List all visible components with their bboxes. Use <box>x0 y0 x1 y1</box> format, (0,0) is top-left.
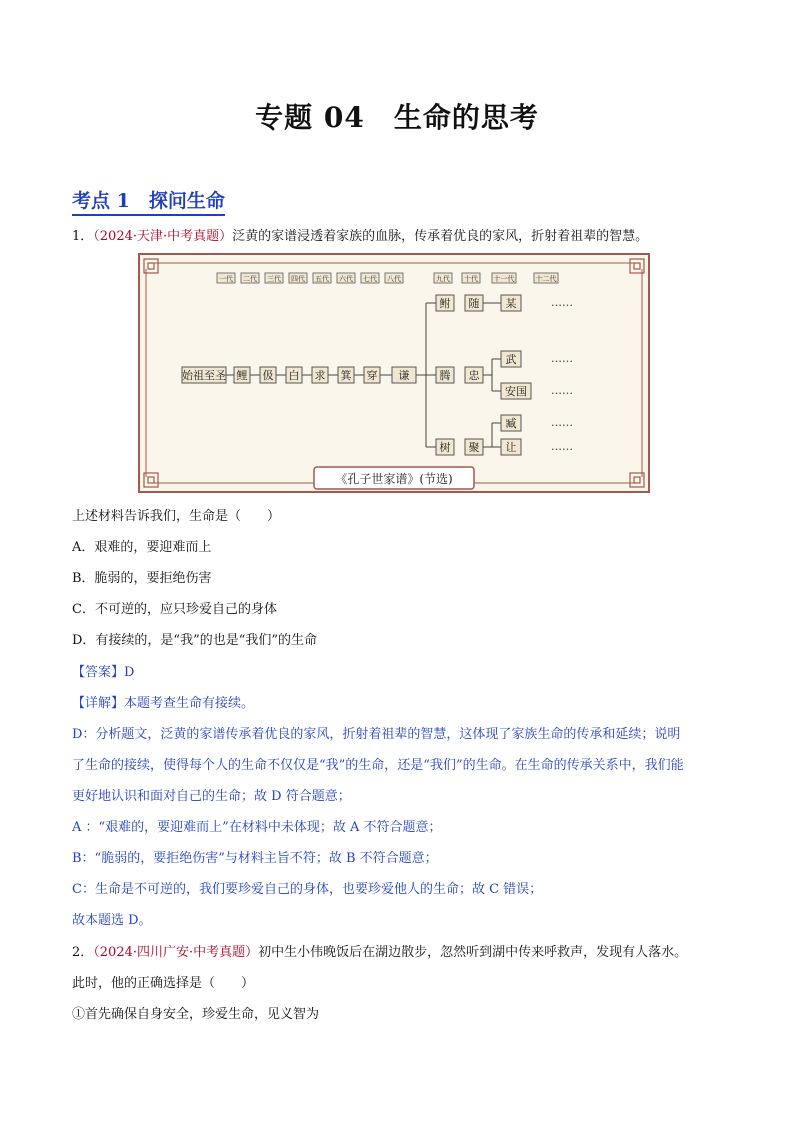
gen11-name-5: 让 <box>505 441 517 454</box>
gen10-name-2: 忠 <box>468 369 480 382</box>
gen9-name-1: 鲋 <box>439 297 451 310</box>
generation-label-2: 二代 <box>243 275 257 283</box>
question-1-prompt: 上述材料告诉我们，生命是（ ） <box>72 509 281 524</box>
generation-label-4: 四代 <box>291 275 305 283</box>
chain-name-4: 求 <box>314 369 326 382</box>
gen10-name-1: 随 <box>468 297 480 310</box>
chain-name-5: 箕 <box>340 369 352 382</box>
generation-label-12: 十二代 <box>535 275 557 283</box>
generation-label-11: 十一代 <box>493 275 515 283</box>
question-number: 2． <box>72 945 94 960</box>
chain-name-7: 谦 <box>398 369 410 382</box>
section-heading: 考点 1 探问生命 <box>72 186 225 216</box>
generation-label-9: 九代 <box>436 275 450 283</box>
gen11-name-1: 某 <box>505 297 517 310</box>
question-source: （2024·天津·中考真题） <box>93 229 233 244</box>
ellipsis-2: …… <box>551 352 573 365</box>
question-text: 泛黄的家谱浸透着家族的血脉，传承着优良的家风，折射着祖辈的智慧。 <box>232 229 649 244</box>
ellipsis-5: …… <box>551 440 573 453</box>
generation-label-1: 一代 <box>219 275 233 283</box>
gen9-name-3: 树 <box>439 441 451 454</box>
analysis-line-5: B：“脆弱的，要拒绝伤害”与材料主旨不符；故 B 不符合题意； <box>72 851 438 866</box>
analysis-line-2: 了生命的接续，使得每个人的生命不仅仅是“我”的生命，还是“我们”的生命。在生命的传承关系中，我们能 <box>72 758 684 773</box>
family-tree-figure <box>138 253 650 493</box>
option-d: D．有接续的，是“我”的也是“我们”的生命 <box>72 633 318 648</box>
question-2-prompt: 此时，他的正确选择是（ ） <box>72 976 255 991</box>
generation-label-5: 五代 <box>315 275 329 283</box>
question-source: （2024·四川广安·中考真题） <box>93 945 259 960</box>
figure-caption: 《孔子世家谱》(节选) <box>335 472 453 486</box>
chain-name-2: 伋 <box>262 369 274 382</box>
gen11-name-2: 武 <box>505 353 517 366</box>
analysis-line-3: 更好地认识和面对自己的生命；故 D 符合题意； <box>72 789 351 804</box>
option-c: C．不可逆的，应只珍爱自己的身体 <box>72 602 277 617</box>
option-b: B．脆弱的，要拒绝伤害 <box>72 571 212 586</box>
question-2-stem <box>72 944 687 962</box>
analysis-line-4: A ：“艰难的，要迎难而上”在材料中未体现；故 A 不符合题意； <box>72 820 442 835</box>
founder-name: 始祖至圣 <box>182 369 226 382</box>
generation-label-7: 七代 <box>363 275 377 283</box>
generation-label-8: 八代 <box>387 275 401 283</box>
family-tree-svg <box>138 253 650 493</box>
generation-label-3: 三代 <box>267 275 281 283</box>
gen9-name-2: 腾 <box>439 369 451 382</box>
option-a: A．艰难的，要迎难而上 <box>72 540 212 555</box>
chain-name-1: 鲤 <box>236 369 248 382</box>
answer: 【答案】D <box>72 665 135 680</box>
page-title: 专题 04 生命的思考 <box>255 101 539 134</box>
detail-heading: 【详解】本题考查生命有接续。 <box>72 696 255 711</box>
gen11-name-3: 安国 <box>505 385 527 398</box>
gen10-name-3: 聚 <box>468 441 480 454</box>
question-text: 初中生小伟晚饭后在湖边散步，忽然听到湖中传来呼救声，发现有人落水。 <box>258 945 688 960</box>
question-1-stem <box>72 228 648 246</box>
gen11-name-4: 臧 <box>505 417 517 430</box>
chain-name-3: 白 <box>288 369 300 382</box>
generation-label-10: 十代 <box>464 275 478 283</box>
ellipsis-3: …… <box>551 384 573 397</box>
analysis-line-1: D：分析题文，泛黄的家谱传承着优良的家风，折射着祖辈的智慧，这体现了家族生命的传承和延续；说明 <box>72 727 681 742</box>
question-2-option-1: ①首先确保自身安全，珍爱生命，见义智为 <box>72 1007 320 1022</box>
ellipsis-4: …… <box>551 416 573 429</box>
analysis-line-6: C：生命是不可逆的，我们要珍爱自己的身体，也要珍爱他人的生命；故 C 错误； <box>72 882 543 897</box>
analysis-line-7: 故本题选 D。 <box>72 913 152 928</box>
chain-name-6: 穿 <box>366 369 378 382</box>
generation-label-6: 六代 <box>339 275 353 283</box>
ellipsis-1: …… <box>551 296 573 309</box>
question-number: 1． <box>72 229 94 244</box>
